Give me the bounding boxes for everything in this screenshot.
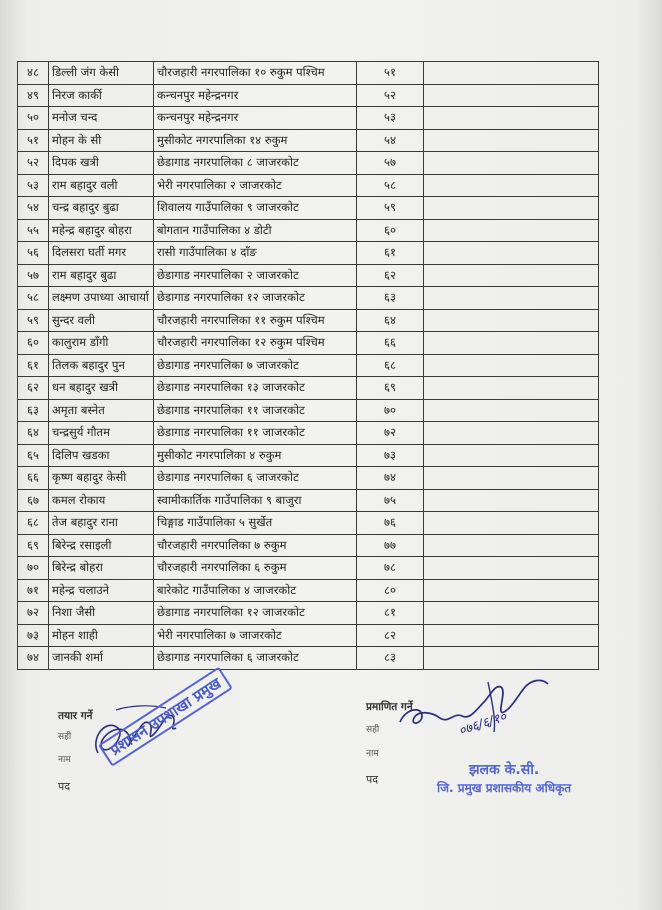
roll-number-cell: ६९ [357,377,424,400]
table-row [18,624,599,647]
name-cell: दिलिप खडका [49,444,154,467]
prepared-stamp: प्रशासन उपशाखा प्रमुख [98,666,233,766]
address-cell: बारेकोट गाउँपालिका ४ जाजरकोट [154,579,357,602]
name-cell: मोहन के सी [49,129,154,152]
table-row [18,287,599,310]
serial-number-cell: ५८ [18,287,49,310]
serial-number-cell: ७२ [18,602,49,625]
remarks-cell [424,354,599,377]
address-cell: छेडागाड नगरपालिका ७ जाजरकोट [154,354,357,377]
remarks-cell [424,534,599,557]
roll-number-cell: ६४ [357,309,424,332]
name-cell: निशा जैसी [49,602,154,625]
name-cell: कृष्ण बहादुर केसी [49,467,154,490]
roster-table [17,61,599,670]
address-cell: चौरजहारी नगरपालिका ६ रुकुम [154,557,357,580]
certified-signature-date: ०७६/६/१० [456,709,509,740]
address-cell: चिङ्गाड गाउँपालिका ५ सुर्खेत [154,512,357,535]
roll-number-cell: ७७ [357,534,424,557]
roster-body [18,62,599,670]
address-cell: छेडागाड नगरपालिका ११ जाजरकोट [154,399,357,422]
serial-number-cell: ५६ [18,242,49,265]
roll-number-cell: ५३ [357,107,424,130]
roll-number-cell: ७४ [357,467,424,490]
name-cell: निरज कार्की [49,84,154,107]
serial-number-cell: ६५ [18,444,49,467]
name-cell: तेज बहादुर राना [49,512,154,535]
serial-number-cell: ६८ [18,512,49,535]
roll-number-cell: ७५ [357,489,424,512]
serial-number-cell: ६४ [18,422,49,445]
remarks-cell [424,377,599,400]
remarks-cell [424,557,599,580]
remarks-cell [424,624,599,647]
remarks-cell [424,489,599,512]
name-cell: चन्द्र बहादुर बुढा [49,197,154,220]
table-row [18,647,599,670]
address-cell: छेडागाड नगरपालिका १२ जाजरकोट [154,602,357,625]
remarks-cell [424,242,599,265]
address-cell: रासी गाउँपालिका ४ दाँङ [154,242,357,265]
serial-number-cell: ५५ [18,219,49,242]
table-row [18,174,599,197]
serial-number-cell: ५७ [18,264,49,287]
remarks-cell [424,647,599,670]
roll-number-cell: ५२ [357,84,424,107]
certified-stamp-title: जि. प्रमुख प्रशासकीय अधिकृत [437,781,572,795]
name-cell: सुन्दर वली [49,309,154,332]
table-row [18,332,599,355]
address-cell: भेरी नगरपालिका २ जाजरकोट [154,174,357,197]
remarks-cell [424,512,599,535]
address-cell: बोगतान गाउँपालिका ४ डोटी [154,219,357,242]
roll-number-cell: ६१ [357,242,424,265]
address-cell: भेरी नगरपालिका ७ जाजरकोट [154,624,357,647]
roll-number-cell: ७० [357,399,424,422]
address-cell: चौरजहारी नगरपालिका ७ रुकुम [154,534,357,557]
table-row [18,489,599,512]
serial-number-cell: ५३ [18,174,49,197]
serial-number-cell: ४८ [18,62,49,85]
remarks-cell [424,84,599,107]
table-row [18,557,599,580]
remarks-cell [424,399,599,422]
address-cell: कन्चनपुर महेन्द्रनगर [154,107,357,130]
address-cell: मुसीकोट नगरपालिका ४ रुकुम [154,444,357,467]
serial-number-cell: ५४ [18,197,49,220]
remarks-cell [424,579,599,602]
remarks-cell [424,62,599,85]
address-cell: चौरजहारी नगरपालिका ११ रुकुम पश्चिम [154,309,357,332]
remarks-cell [424,287,599,310]
remarks-cell [424,422,599,445]
remarks-cell [424,309,599,332]
prepared-name-label: नाम [58,755,71,765]
remarks-cell [424,129,599,152]
serial-number-cell: ६० [18,332,49,355]
address-cell: स्वामीकार्तिक गाउँपालिका ९ बाजुरा [154,489,357,512]
remarks-cell [424,332,599,355]
table-row [18,354,599,377]
serial-number-cell: ७० [18,557,49,580]
name-cell: कमल रोकाय [49,489,154,512]
table-row [18,264,599,287]
table-row [18,129,599,152]
roll-number-cell: ५८ [357,174,424,197]
roll-number-cell: ६६ [357,332,424,355]
address-cell: चौरजहारी नगरपालिका १० रुकुम पश्चिम [154,62,357,85]
remarks-cell [424,264,599,287]
name-cell: लक्ष्मण उपाध्या आचार्या [49,287,154,310]
roll-number-cell: ६२ [357,264,424,287]
roll-number-cell: ७८ [357,557,424,580]
name-cell: डिल्ली जंग केसी [49,62,154,85]
prepared-post-label: पद [58,780,71,793]
table-row [18,602,599,625]
roll-number-cell: ५१ [357,62,424,85]
remarks-cell [424,152,599,175]
address-cell: मुसीकोट नगरपालिका १४ रुकुम [154,129,357,152]
name-cell: राम बहादुर बुढा [49,264,154,287]
table-row [18,377,599,400]
serial-number-cell: ६९ [18,534,49,557]
table-row [18,444,599,467]
serial-number-cell: ५१ [18,129,49,152]
address-cell: शिवालय गाउँपालिका ९ जाजरकोट [154,197,357,220]
table-row [18,197,599,220]
roll-number-cell: ५७ [357,152,424,175]
remarks-cell [424,467,599,490]
table-row [18,399,599,422]
table-row [18,422,599,445]
serial-number-cell: ६२ [18,377,49,400]
name-cell: बिरेन्द्र बोहरा [49,557,154,580]
name-cell: महेन्द्र बहादुर बोहरा [49,219,154,242]
serial-number-cell: ६६ [18,467,49,490]
roll-number-cell: ६० [357,219,424,242]
table-row [18,534,599,557]
serial-number-cell: ७१ [18,579,49,602]
remarks-cell [424,174,599,197]
serial-number-cell: ५२ [18,152,49,175]
address-cell: छेडागाड नगरपालिका २ जाजरकोट [154,264,357,287]
name-cell: दिपक खत्री [49,152,154,175]
remarks-cell [424,107,599,130]
table-row [18,309,599,332]
name-cell: दिलसरा घर्ती मगर [49,242,154,265]
table-row [18,62,599,85]
name-cell: महेन्द्र चलाउने [49,579,154,602]
serial-number-cell: ७४ [18,647,49,670]
name-cell: मोहन शाही [49,624,154,647]
table-row [18,242,599,265]
name-cell: अमृता बस्नेत [49,399,154,422]
certified-by-label: प्रमाणित गर्ने [366,701,413,713]
roll-number-cell: ६८ [357,354,424,377]
table-row [18,84,599,107]
table-row [18,152,599,175]
roll-number-cell: ८० [357,579,424,602]
roll-number-cell: ८३ [357,647,424,670]
roll-number-cell: ५४ [357,129,424,152]
address-cell: चौरजहारी नगरपालिका १२ रुकुम पश्चिम [154,332,357,355]
roll-number-cell: ५९ [357,197,424,220]
roll-number-cell: ८२ [357,624,424,647]
name-cell: धन बहादुर खत्री [49,377,154,400]
table-row [18,219,599,242]
certified-stamp [437,760,571,796]
address-cell: छेडागाड नगरपालिका ११ जाजरकोट [154,422,357,445]
roll-number-cell: ७६ [357,512,424,535]
address-cell: कन्चनपुर महेन्द्रनगर [154,84,357,107]
address-cell: छेडागाड नगरपालिका ८ जाजरकोट [154,152,357,175]
name-cell: चन्द्रसुर्य गौतम [49,422,154,445]
serial-number-cell: ४९ [18,84,49,107]
serial-number-cell: ६३ [18,399,49,422]
serial-number-cell: ७३ [18,624,49,647]
roll-number-cell: ७३ [357,444,424,467]
serial-number-cell: ५९ [18,309,49,332]
certified-name-label: नाम [366,749,379,759]
certified-post-label: पद [366,773,379,786]
table-row [18,107,599,130]
remarks-cell [424,197,599,220]
address-cell: छेडागाड नगरपालिका १३ जाजरकोट [154,377,357,400]
remarks-cell [424,602,599,625]
table-row [18,512,599,535]
address-cell: छेडागाड नगरपालिका १२ जाजरकोट [154,287,357,310]
name-cell: मनोज चन्द [49,107,154,130]
prepared-signature-label: सही [58,732,72,742]
name-cell: जानकी शर्मा [49,647,154,670]
table-row [18,579,599,602]
roll-number-cell: ८१ [357,602,424,625]
address-cell: छेडागाड नगरपालिका ६ जाजरकोट [154,647,357,670]
certified-signature-label: सही [366,725,380,735]
name-cell: राम बहादुर वली [49,174,154,197]
roll-number-cell: ७२ [357,422,424,445]
remarks-cell [424,219,599,242]
address-cell: छेडागाड नगरपालिका ६ जाजरकोट [154,467,357,490]
name-cell: कालुराम डाँगी [49,332,154,355]
roll-number-cell: ६३ [357,287,424,310]
serial-number-cell: ६१ [18,354,49,377]
name-cell: बिरेन्द्र रसाइली [49,534,154,557]
certified-stamp-name: झलक के.सी. [468,762,540,778]
serial-number-cell: ५० [18,107,49,130]
table-row [18,467,599,490]
prepared-by-label: तयार गर्ने [58,710,93,722]
remarks-cell [424,444,599,467]
serial-number-cell: ६७ [18,489,49,512]
certified-signature [392,672,562,752]
name-cell: तिलक बहादुर पुन [49,354,154,377]
